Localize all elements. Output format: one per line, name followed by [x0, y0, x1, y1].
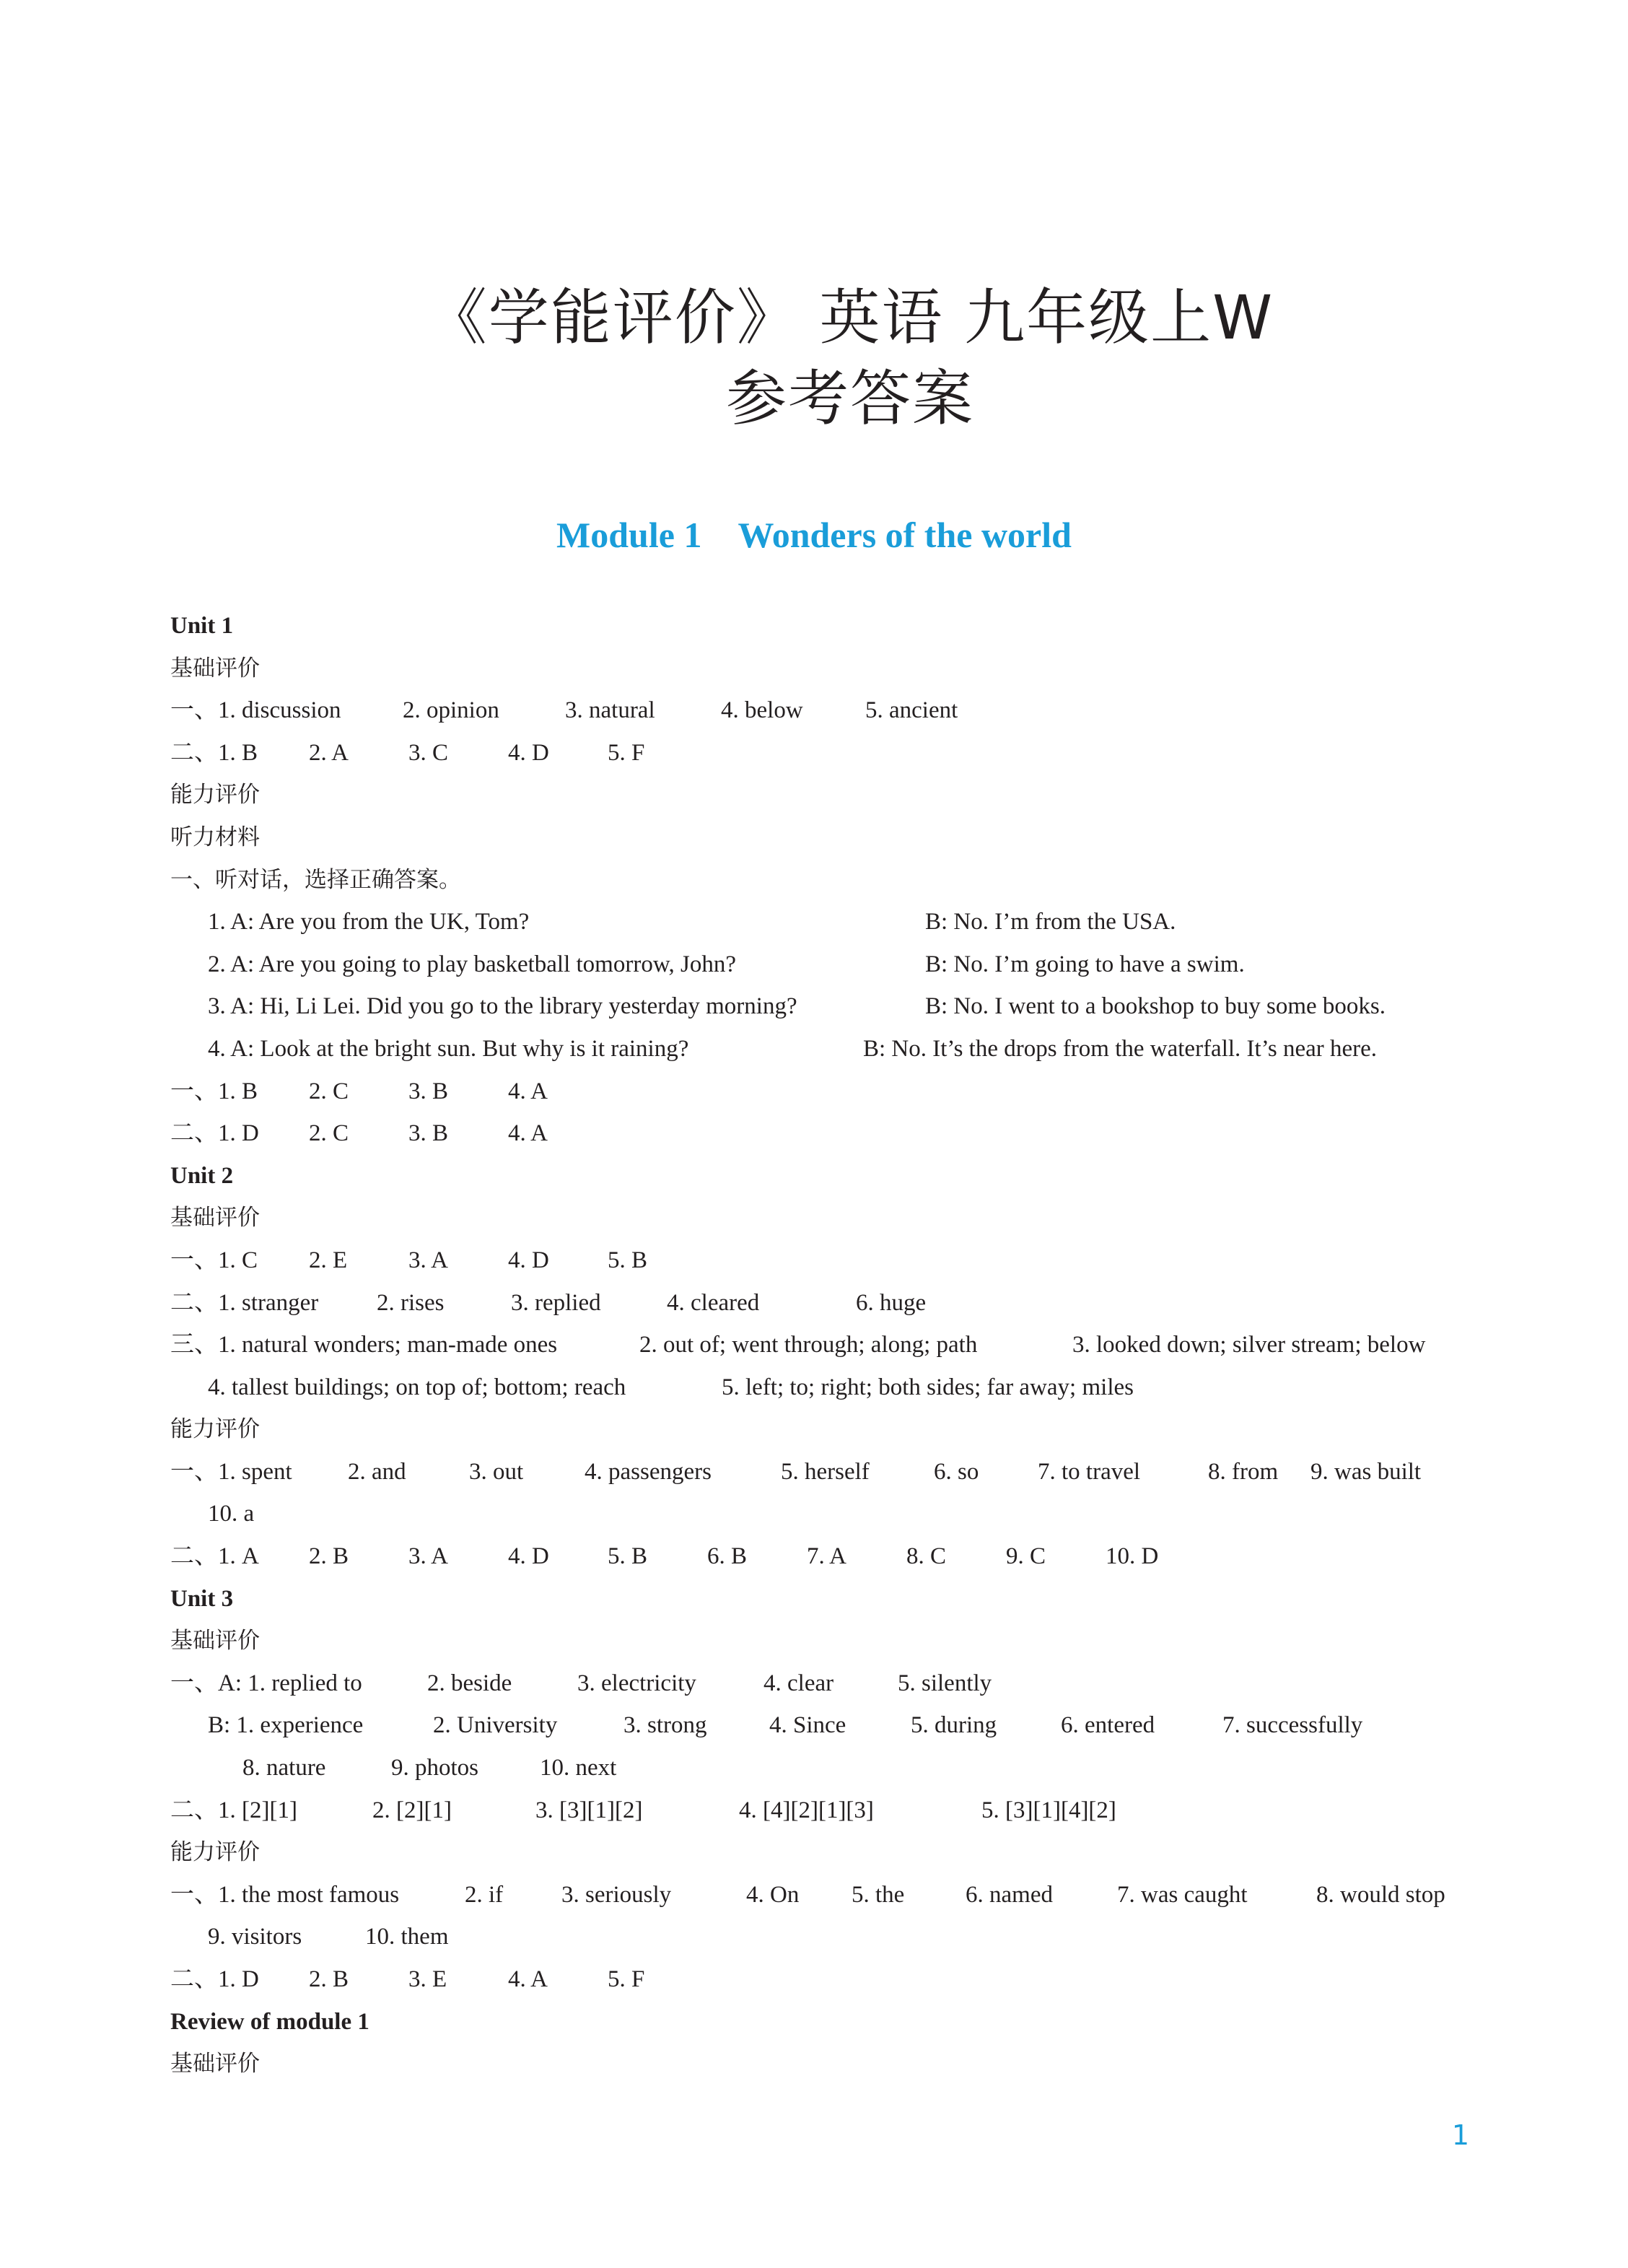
unit-3-basic-heading: 基础评价	[170, 1628, 260, 1654]
answer-item: 3. C	[408, 739, 449, 766]
answer-item: 三、1. natural wonders; man-made ones	[170, 1332, 558, 1358]
answer-item: 6. B	[707, 1543, 748, 1570]
answer-item: 5. B	[608, 1247, 648, 1273]
answer-item: 2. C	[309, 1078, 349, 1104]
module-heading	[0, 517, 1628, 553]
answer-item: 3. strong	[623, 1712, 707, 1739]
answer-item: 一、1. spent	[170, 1458, 292, 1485]
answer-row	[170, 1070, 1469, 1113]
answer-item: 7. was caught	[1117, 1881, 1248, 1908]
answer-item: 2. out of; went through; along; path	[639, 1332, 978, 1358]
answer-item: 3. seriously	[561, 1881, 672, 1908]
answer-item: 5. F	[608, 1966, 645, 1992]
answer-item: 2. B	[309, 1543, 349, 1570]
answer-item: 4. A	[508, 1966, 548, 1992]
answer-item: 5. F	[608, 739, 645, 766]
answer-row	[170, 1662, 1469, 1705]
answer-row	[170, 1916, 1469, 1958]
answer-item: 一、1. B	[170, 1078, 258, 1104]
dialogue-a: 1. A: Are you from the UK, Tom?	[208, 909, 530, 935]
answer-row	[170, 1704, 1469, 1747]
dialogue-a: 3. A: Hi, Li Lei. Did you go to the library yesterday morning?	[208, 993, 797, 1020]
answer-row	[170, 1451, 1469, 1493]
answer-item: 6. entered	[1061, 1712, 1155, 1739]
answer-item: 2. beside	[427, 1670, 512, 1696]
answer-item: 8. C	[906, 1543, 947, 1570]
answer-item: 2. A	[309, 739, 349, 766]
answer-item: 二、1. D	[170, 1966, 259, 1992]
dialogue-a: 2. A: Are you going to play basketball tomorrow, John?	[208, 951, 737, 977]
answer-row	[170, 1789, 1469, 1832]
answer-item: 9. visitors	[208, 1924, 302, 1950]
answer-item: 3. A	[408, 1543, 449, 1570]
answer-item: 5. herself	[781, 1458, 870, 1485]
answer-item: 2. B	[309, 1966, 349, 1992]
answer-row	[170, 1366, 1469, 1409]
page-subtitle: 参考答案	[725, 363, 974, 434]
answer-item: B: 1. experience	[208, 1712, 364, 1739]
unit-1-heading: Unit 1	[170, 613, 234, 639]
unit-2-heading: Unit 2	[170, 1162, 234, 1189]
answer-item: 二、1. [2][1]	[170, 1797, 297, 1823]
dialogue-b: B: No. It’s the drops from the waterfall. It’s near here.	[863, 1035, 1378, 1062]
unit-3-ability-heading: 能力评价	[170, 1839, 260, 1866]
review-basic-heading: 基础评价	[170, 2051, 260, 2077]
page-title: 《学能评价》 英语 九年级上W	[426, 282, 1274, 353]
answer-row	[170, 1324, 1469, 1366]
dialogue-b: B: No. I went to a bookshop to buy some books.	[925, 993, 1386, 1020]
answer-item: 4. cleared	[667, 1289, 760, 1316]
answer-item: 一、1. the most famous	[170, 1881, 400, 1908]
answer-item: 4. [4][2][1][3]	[739, 1797, 874, 1823]
answer-item: 二、1. A	[170, 1543, 259, 1570]
answer-item: 一、1. discussion	[170, 697, 341, 724]
module-name: Wonders of the world	[738, 515, 1072, 555]
answer-item: 3. B	[408, 1120, 449, 1147]
answer-item: 二、1. stranger	[170, 1289, 319, 1316]
module-number: Module 1	[556, 515, 702, 555]
answer-item: 4. A	[508, 1078, 548, 1104]
dialogue-line	[170, 1028, 1469, 1070]
answer-item: 4. clear	[763, 1670, 834, 1696]
answer-item: 9. photos	[391, 1755, 479, 1781]
answer-item: 3. replied	[511, 1289, 601, 1316]
dialogue-b: B: No. I’m from the USA.	[925, 909, 1176, 935]
answer-item: 3. E	[408, 1966, 447, 1992]
answer-item: 4. D	[508, 739, 549, 766]
answer-row	[170, 1747, 1469, 1789]
answer-item: 3. natural	[565, 697, 655, 724]
answer-item: 4. below	[721, 697, 803, 724]
answer-item: 3. [3][1][2]	[535, 1797, 643, 1823]
answer-item: 9. C	[1006, 1543, 1046, 1570]
answer-item: 5. left; to; right; both sides; far away; miles	[722, 1374, 1134, 1400]
unit-1-basic-heading: 基础评价	[170, 655, 260, 681]
answer-item: 6. huge	[856, 1289, 927, 1316]
answer-item: 2. C	[309, 1120, 349, 1147]
answer-row	[170, 689, 1469, 732]
answer-item: 8. would stop	[1316, 1881, 1445, 1908]
answer-item: 5. the	[852, 1881, 905, 1908]
unit-3-heading: Unit 3	[170, 1585, 234, 1612]
answer-item: 5. silently	[898, 1670, 992, 1696]
answer-row	[170, 1958, 1469, 2001]
answer-item: 10. D	[1106, 1543, 1159, 1570]
answer-row	[170, 1112, 1469, 1155]
answer-item: 6. so	[934, 1458, 979, 1485]
answer-item: 4. A	[508, 1120, 548, 1147]
answer-row	[170, 1874, 1469, 1916]
answer-item: 4. On	[746, 1881, 800, 1908]
answer-item: 10. a	[208, 1501, 255, 1527]
answer-item: 8. from	[1208, 1458, 1279, 1485]
answer-row	[170, 1535, 1469, 1578]
answer-item: 4. D	[508, 1247, 549, 1273]
answer-item: 3. out	[469, 1458, 524, 1485]
answer-item: 10. next	[540, 1755, 617, 1781]
answer-item: 7. successfully	[1222, 1712, 1363, 1739]
answer-item: 4. tallest buildings; on top of; bottom; reach	[208, 1374, 626, 1400]
answer-item: 一、A: 1. replied to	[170, 1670, 362, 1696]
answer-row	[170, 1239, 1469, 1282]
answer-item: 3. A	[408, 1247, 449, 1273]
answer-item: 7. to travel	[1038, 1458, 1141, 1485]
answer-row	[170, 732, 1469, 775]
listening-material-heading: 听力材料	[170, 824, 260, 850]
answer-row	[170, 1282, 1469, 1325]
answer-item: 5. B	[608, 1543, 648, 1570]
unit-2-ability-heading: 能力评价	[170, 1416, 260, 1443]
answer-item: 一、1. C	[170, 1247, 258, 1273]
answer-item: 5. during	[911, 1712, 997, 1739]
answer-item: 2. [2][1]	[372, 1797, 452, 1823]
answer-item: 2. University	[433, 1712, 558, 1739]
answer-item: 9. was built	[1310, 1458, 1422, 1485]
answer-item: 3. electricity	[577, 1670, 696, 1696]
answer-item: 2. rises	[377, 1289, 445, 1316]
dialogue-line	[170, 901, 1469, 943]
answer-item: 7. A	[807, 1543, 847, 1570]
answer-item: 4. D	[508, 1543, 549, 1570]
page-number: 1	[1451, 2119, 1469, 2151]
answer-item: 二、1. B	[170, 739, 258, 766]
dialogue-a: 4. A: Look at the bright sun. But why is it raining?	[208, 1035, 689, 1062]
answer-item: 2. opinion	[403, 697, 499, 724]
answer-item: 3. looked down; silver stream; below	[1072, 1332, 1426, 1358]
answer-item: 3. B	[408, 1078, 449, 1104]
dialogue-line	[170, 985, 1469, 1028]
unit-2-basic-heading: 基础评价	[170, 1205, 260, 1231]
unit-1-ability-heading: 能力评价	[170, 782, 260, 808]
review-heading: Review of module 1	[170, 2008, 369, 2035]
answer-item: 5. ancient	[865, 697, 958, 724]
dialogue-b: B: No. I’m going to have a swim.	[925, 951, 1245, 977]
answer-item: 8. nature	[242, 1755, 326, 1781]
answer-item: 10. them	[365, 1924, 449, 1950]
answer-item: 2. E	[309, 1247, 348, 1273]
answer-content	[170, 605, 1469, 2085]
answer-row	[170, 1493, 1469, 1535]
listening-instruction: 一、听对话，选择正确答案。	[170, 866, 461, 893]
answer-item: 4. passengers	[585, 1458, 712, 1485]
answer-item: 二、1. D	[170, 1120, 259, 1147]
dialogue-line	[170, 943, 1469, 986]
answer-item: 5. [3][1][4][2]	[981, 1797, 1116, 1823]
answer-item: 2. if	[465, 1881, 504, 1908]
answer-item: 4. Since	[769, 1712, 846, 1739]
answer-item: 6. named	[966, 1881, 1053, 1908]
answer-item: 2. and	[348, 1458, 406, 1485]
